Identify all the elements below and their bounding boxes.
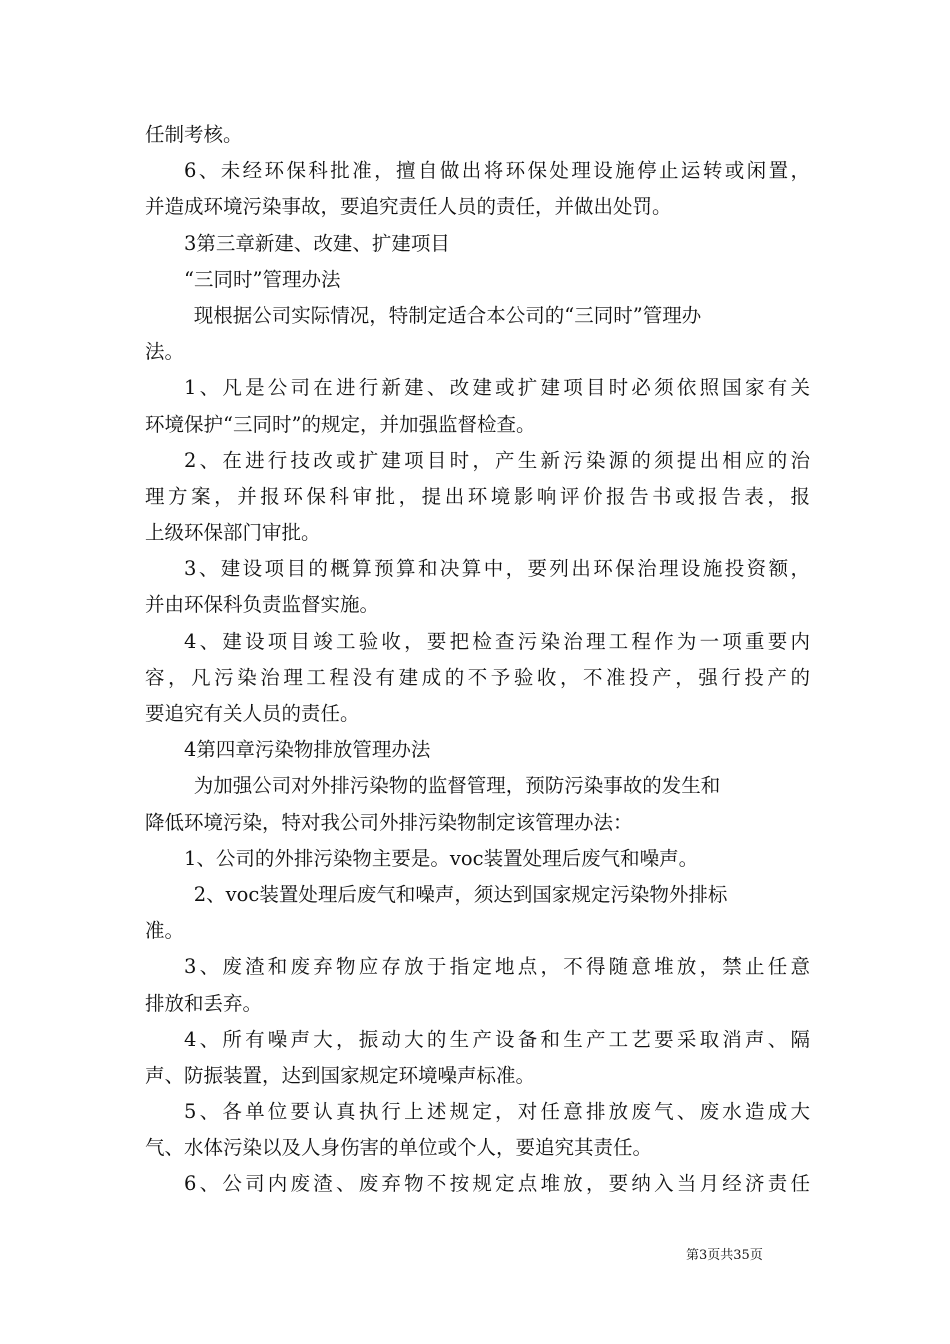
text-line: 法。 [145, 340, 185, 364]
text-line: 3第三章新建、改建、扩建项目 [184, 231, 450, 255]
text-line: 要追究有关人员的责任。 [145, 702, 360, 725]
text-line: “三同时”管理办法 [184, 267, 341, 291]
text-line: 气、水体污染以及人身伤害的单位或个人，要追究其责任。 [145, 1136, 653, 1160]
text-line: 4、建设项目竣工验收，要把检查污染治理工程作为一项重要内 [184, 629, 810, 653]
text-line: 上级环保部门审批。 [145, 521, 321, 545]
text-line: 容，凡污染治理工程没有建成的不予验收，不准投产，强行投产的 [145, 665, 810, 689]
text-line: 3、建设项目的概算预算和决算中，要列出环保治理设施投资额， [184, 557, 810, 581]
text-line: 3、废渣和废弃物应存放于指定地点，不得随意堆放，禁止任意 [184, 955, 810, 979]
text-line: 2、在进行技改或扩建项目时，产生新污染源的须提出相应的治 [184, 448, 810, 472]
text-line: 1、凡是公司在进行新建、改建或扩建项目时必须依照国家有关 [184, 376, 810, 400]
text-line: 现根据公司实际情况，特制定适合本公司的“三同时”管理办 [193, 303, 702, 327]
page-number: 第3页共35页 [686, 1248, 763, 1263]
text-line: 6、公司内废渣、废弃物不按规定点堆放，要纳入当月经济责任 [184, 1172, 810, 1196]
text-line: 任制考核。 [145, 123, 243, 146]
document-body [145, 117, 810, 1203]
text-line: 4、所有噪声大，振动大的生产设备和生产工艺要采取消声、隔 [184, 1027, 810, 1051]
text-line: 并由环保科负责监督实施。 [145, 593, 380, 617]
text-line: 准。 [145, 919, 185, 943]
text-line: 1、公司的外排污染物主要是。voc装置处理后废气和噪声。 [184, 846, 699, 870]
text-line: 声、防振装置，达到国家规定环境噪声标准。 [145, 1063, 536, 1087]
text-line: 6、未经环保科批准，擅自做出将环保处理设施停止运转或闲置， [184, 159, 810, 183]
text-line: 5、各单位要认真执行上述规定，对任意排放废气、废水造成大 [184, 1100, 810, 1124]
text-line: 排放和丢弃。 [145, 991, 263, 1015]
text-line: 理方案，并报环保科审批，提出环境影响评价报告书或报告表，报 [145, 484, 810, 508]
text-line: 为加强公司对外排污染物的监督管理，预防污染事故的发生和 [193, 774, 721, 798]
text-line: 降低环境污染，特对我公司外排污染物制定该管理办法： [145, 810, 633, 834]
text-line: 4第四章污染物排放管理办法 [184, 738, 431, 762]
text-line: 环境保护“三同时”的规定，并加强监督检查。 [145, 412, 536, 436]
text-line: 并造成环境污染事故，要追究责任人员的责任，并做出处罚。 [145, 195, 672, 219]
text-line: 2、voc装置处理后废气和噪声，须达到国家规定污染物外排标 [193, 882, 728, 906]
